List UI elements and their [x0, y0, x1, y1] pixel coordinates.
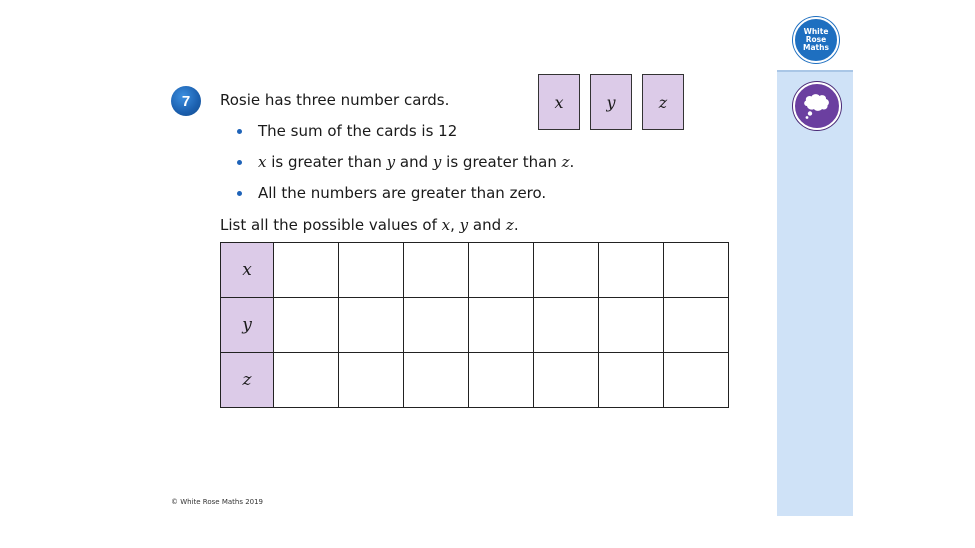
answer-cell[interactable] — [534, 243, 599, 298]
text-segment: and — [468, 216, 506, 234]
answer-cell[interactable] — [339, 353, 404, 408]
bullet-dot — [237, 160, 242, 165]
var-y: y — [386, 153, 396, 171]
row-label-x: x — [221, 243, 274, 298]
white-rose-maths-logo-icon — [793, 17, 839, 63]
text-segment: is greater than — [441, 153, 562, 171]
text-segment: , — [450, 216, 460, 234]
answer-cell[interactable] — [404, 243, 469, 298]
number-card-x: x — [538, 74, 580, 130]
table-row — [221, 243, 729, 298]
number-card-y: y — [590, 74, 632, 130]
bullet-dot — [237, 129, 242, 134]
answer-cell[interactable] — [599, 298, 664, 353]
bullet-order — [258, 153, 574, 171]
answer-cell[interactable] — [274, 353, 339, 408]
answer-table — [220, 242, 729, 408]
bullet-positive: All the numbers are greater than zero. — [258, 184, 547, 202]
answer-cell[interactable] — [599, 353, 664, 408]
answer-cell[interactable] — [664, 243, 729, 298]
bullet-dot — [237, 191, 242, 196]
logo-text-line2: Rose — [805, 35, 827, 44]
logo-text-line1: White — [803, 27, 829, 36]
question-intro: Rosie has three number cards. — [220, 91, 450, 109]
text-segment: List all the possible values of — [220, 216, 442, 234]
text-segment: . — [569, 153, 575, 171]
var-x: x — [441, 216, 451, 234]
text-segment: and — [395, 153, 433, 171]
answer-cell[interactable] — [469, 298, 534, 353]
question-number-badge: 7 — [171, 86, 201, 116]
answer-cell[interactable] — [339, 298, 404, 353]
answer-cell[interactable] — [274, 298, 339, 353]
instruction — [220, 216, 519, 234]
answer-cell[interactable] — [404, 298, 469, 353]
answer-cell[interactable] — [599, 243, 664, 298]
answer-cell[interactable] — [664, 353, 729, 408]
table-row — [221, 298, 729, 353]
var-z: z — [561, 153, 570, 171]
logo-text-line3: Maths — [803, 43, 829, 52]
copyright: © White Rose Maths 2019 — [171, 498, 264, 506]
logo-area — [777, 0, 853, 72]
var-x: x — [258, 153, 267, 171]
number-card-z: z — [642, 74, 684, 130]
answer-cell[interactable] — [274, 243, 339, 298]
table-row — [221, 353, 729, 408]
text-segment: is greater than — [266, 153, 387, 171]
answer-cell[interactable] — [469, 243, 534, 298]
answer-cell[interactable] — [664, 298, 729, 353]
answer-cell[interactable] — [469, 353, 534, 408]
bullet-sum: The sum of the cards is 12 — [258, 122, 458, 140]
row-label-y: y — [221, 298, 274, 353]
thought-cloud-icon — [793, 82, 841, 130]
side-panel — [777, 0, 853, 516]
answer-cell[interactable] — [534, 353, 599, 408]
var-y: y — [432, 153, 442, 171]
var-z: z — [505, 216, 514, 234]
text-segment: . — [513, 216, 519, 234]
answer-cell[interactable] — [339, 243, 404, 298]
var-y: y — [459, 216, 469, 234]
answer-cell[interactable] — [404, 353, 469, 408]
row-label-z: z — [221, 353, 274, 408]
answer-cell[interactable] — [534, 298, 599, 353]
